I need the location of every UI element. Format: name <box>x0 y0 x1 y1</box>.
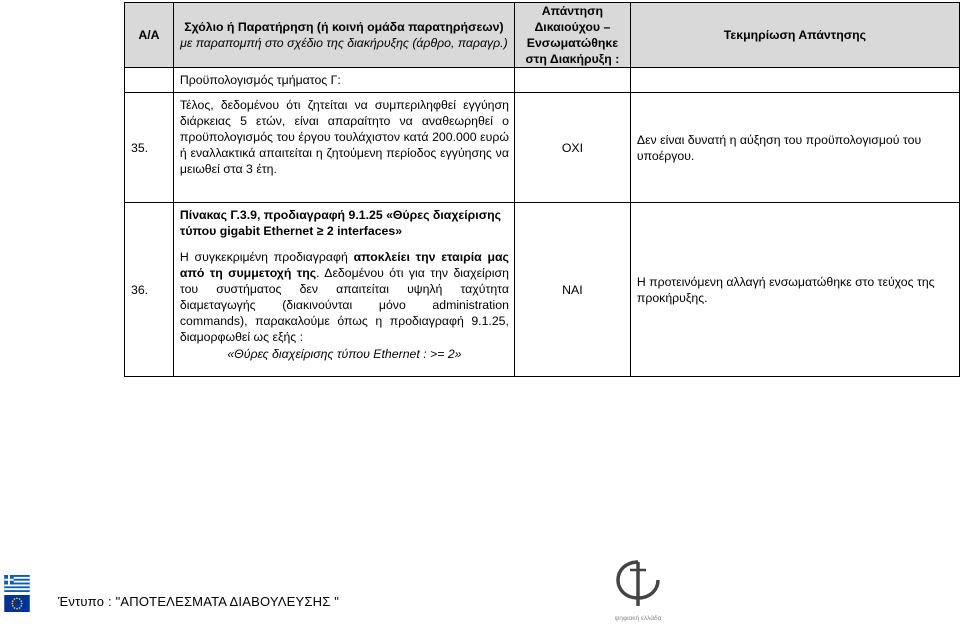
header-aa: Α/Α <box>125 3 174 68</box>
ref-title-line1: Πίνακας Γ.3.9, προδιαγραφή 9.1.25 «Θύρες διαχείρισης <box>179 208 502 222</box>
comment-quote: «Θύρες διαχείρισης τύπου Ethernet : >= 2» <box>227 347 462 361</box>
row-justification: Δεν είναι δυνατή η αύξηση του προϋπολογισμού του υποέργου. <box>630 93 959 203</box>
comment-prefix: Η συγκεκριμένη προδιαγραφή <box>179 250 354 264</box>
row-comment <box>173 203 514 377</box>
header-justification: Τεκμηρίωση Απάντησης <box>630 3 959 68</box>
row-answer: ΝΑΙ <box>514 203 630 377</box>
row-answer: ΟΧΙ <box>514 93 630 203</box>
row-number: 36. <box>125 203 174 377</box>
header-answer-line2: Δικαιούχου – <box>534 20 611 34</box>
row-comment: Τέλος, δεδομένου ότι ζητείται να συμπεριληφθεί εγγύηση διάρκειας 5 ετών, είναι απαραίτητο να αναθεωρηθεί ο προϋπολογισμός του έργου τουλάχιστον κατά 200.000 ευρώ ή εναλλακτικά απαιτείται η ζητούμενη περίοδος εγγύησης να μειωθεί στα 3 έτη. <box>173 93 514 203</box>
section-row <box>125 68 960 93</box>
table-row <box>125 203 960 377</box>
header-answer-line3: Ενσωματώθηκε <box>526 36 619 50</box>
consultation-results-table <box>124 2 960 377</box>
eu-flag-icon <box>4 595 30 612</box>
row-justification: Η προτεινόμενη αλλαγή ενσωματώθηκε στο τεύχος της προκήρυξης. <box>630 203 959 377</box>
section-title: Προϋπολογισμός τμήματος Γ: <box>173 68 514 93</box>
row-comment-body <box>180 249 509 345</box>
header-comment-line2: με παραπομπή στο σχέδιο της διακήρυξης (άρθρο, παραγρ.) <box>180 36 508 50</box>
table-header-row <box>125 3 960 68</box>
logo-caption: ψηφιακή ελλάδα <box>614 615 662 622</box>
comment-bold: αποκλείει την εταιρία μας από τη συμμετοχή της <box>179 250 509 280</box>
greek-flag-icon <box>4 575 30 592</box>
comment-rest: . Δεδομένου ότι για την διαχείριση του συστήματος δεν απαιτείται υψηλή ταχύτητα διαμεταγωγής (διακινούνται μόνο administration commands), παρακαλούμε όπως η προδιαγραφή 9.1.25, διαμορφωθεί ως εξής : <box>179 266 509 344</box>
digital-greece-logo <box>608 558 668 624</box>
header-comment <box>173 3 514 68</box>
header-answer-line4: στη Διακήρυξη : <box>525 52 620 66</box>
header-answer-line1: Απάντηση <box>541 4 604 18</box>
header-answer <box>514 3 630 68</box>
header-comment-line1: Σχόλιο ή Παρατήρηση (ή κοινή ομάδα παρατηρήσεων) <box>184 20 504 34</box>
table-row <box>125 93 960 203</box>
ref-title-line2: τύπου gigabit Ethernet ≥ 2 interfaces» <box>179 224 403 238</box>
footer-form-label: Έντυπο : "ΑΠΟΤΕΛΕΣΜΑΤΑ ΔΙΑΒΟΥΛΕΥΣΗΣ " <box>58 594 340 609</box>
row-number: 35. <box>125 93 174 203</box>
